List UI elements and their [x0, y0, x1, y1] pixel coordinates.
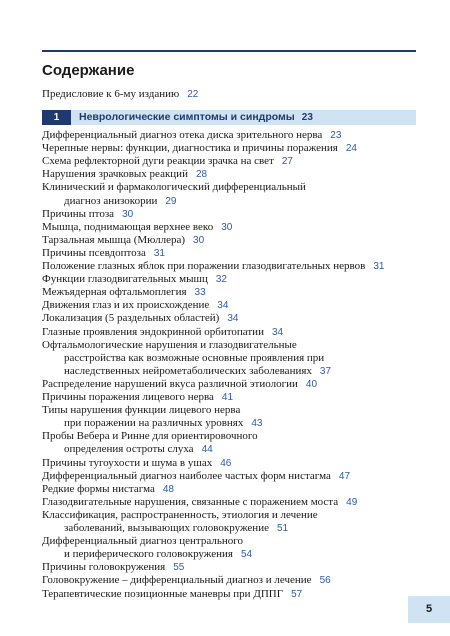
- toc-entry-text: Причины головокружения: [42, 561, 166, 574]
- toc-entry-text: Положение глазных яблок при поражении глазодвигательных нервов: [42, 260, 366, 272]
- toc-entry-text: Локализация (5 раздельных областей): [42, 312, 220, 325]
- top-rule: [42, 50, 416, 52]
- toc-entry[interactable]: [42, 221, 232, 234]
- toc-entry[interactable]: [42, 247, 165, 260]
- toc-entry-page: 31: [153, 247, 165, 259]
- toc-entry-text: Нарушения зрачковых реакций: [42, 168, 188, 181]
- toc-entry-page: 34: [227, 313, 239, 325]
- toc-entry[interactable]: [42, 168, 207, 181]
- toc-entry-text: Функции глазодвигательных мышц: [42, 273, 208, 286]
- toc-entry[interactable]: [42, 457, 231, 470]
- toc-entry-page: 40: [305, 378, 318, 390]
- toc-entry-text: и периферического головокружения: [64, 548, 233, 561]
- toc-entry[interactable]: [42, 299, 228, 312]
- chapter-title-wrap: [79, 110, 313, 125]
- toc-entry[interactable]: [42, 129, 341, 142]
- toc-entry-page: 34: [271, 326, 284, 338]
- toc-entry[interactable]: [42, 326, 283, 339]
- toc-entry-text: Причины поражения лицевого нерва: [42, 391, 214, 403]
- toc-entry[interactable]: [42, 181, 306, 194]
- toc-entry-page: 44: [201, 444, 213, 456]
- toc-entry-text: расстройства как возможные основные проявления при: [64, 351, 325, 364]
- toc-entry-page: 32: [215, 274, 227, 286]
- toc-entry-continuation[interactable]: [64, 522, 288, 535]
- toc-entry-text: Движения глаз и их происхождение: [42, 299, 210, 312]
- toc-entry-page: 57: [291, 588, 303, 600]
- toc-entry-text: заболеваний, вызывающих головокружение: [64, 522, 269, 534]
- toc-entry[interactable]: [42, 378, 317, 391]
- toc-entry-text: Распределение нарушений вкуса различной этиологии: [42, 377, 298, 390]
- toc-entry[interactable]: [42, 155, 293, 168]
- toc-entry[interactable]: [42, 273, 227, 286]
- toc-entry[interactable]: [42, 535, 243, 548]
- toc-entry-page: 33: [194, 287, 206, 299]
- toc-entry[interactable]: [42, 234, 204, 247]
- toc-entry-page: 23: [330, 130, 342, 141]
- preface-title: Предисловие к 6-му изданию: [42, 88, 180, 100]
- toc-entry-page: 29: [165, 195, 177, 207]
- toc-entry[interactable]: [42, 496, 357, 509]
- toc-entry-page: 51: [276, 523, 289, 534]
- toc-entry-text: Межъядерная офтальмоплегия: [42, 286, 187, 299]
- toc-entry-text: Дифференциальный диагноз отека диска зрительного нерва: [42, 129, 323, 141]
- toc-entry[interactable]: [42, 588, 302, 601]
- toc-entry-page: 41: [221, 392, 234, 403]
- toc-entry-text: наследственных нейрометаболических заболеваниях: [64, 364, 312, 377]
- toc-entry-page: 46: [220, 457, 232, 469]
- preface-page: 22: [187, 89, 199, 100]
- toc-entry-text: Клинический и фармакологический дифференциальный: [42, 181, 306, 194]
- toc-entry-text: Дифференциальный диагноз центрального: [42, 535, 243, 548]
- toc-entry-text: при поражении на различных уровнях: [64, 417, 244, 430]
- toc-entry-text: Тарзальная мышца (Мюллера): [42, 233, 186, 246]
- toc-entry-page: 30: [221, 221, 233, 233]
- toc-entry-page: 28: [195, 169, 208, 181]
- toc-entry[interactable]: [42, 483, 174, 496]
- toc-entry-text: Редкие формы нистагма: [42, 482, 155, 495]
- toc-entry[interactable]: [42, 574, 331, 587]
- toc-entry-text: Типы нарушения функции лицевого нерва: [42, 404, 241, 417]
- toc-entry-text: Причины птоза: [42, 207, 115, 220]
- toc-entry-page: 48: [162, 483, 174, 495]
- page-number: 5: [408, 596, 450, 623]
- toc-entry-page: 30: [193, 234, 205, 246]
- toc-entry-page: 31: [373, 261, 385, 272]
- toc-entry-continuation[interactable]: [64, 548, 252, 561]
- chapter-page: 23: [301, 112, 313, 123]
- toc-entry[interactable]: [42, 260, 384, 273]
- toc-entry-text: Черепные нервы: функции, диагностика и причины поражения: [42, 142, 338, 155]
- toc-entry-page: 27: [281, 156, 293, 168]
- toc-entry[interactable]: [42, 339, 297, 352]
- toc-entry[interactable]: [42, 430, 258, 443]
- toc-entry-page: 24: [345, 143, 357, 155]
- preface-entry[interactable]: [42, 88, 198, 101]
- toc-entry-continuation[interactable]: [64, 195, 176, 208]
- toc-entry-page: 55: [173, 562, 185, 574]
- toc-entry-continuation[interactable]: [64, 352, 324, 365]
- toc-entry-text: Причины псевдоптоза: [42, 246, 146, 259]
- toc-entry[interactable]: [42, 208, 133, 221]
- toc-entry-text: Классификация, распространенность, этиология и лечение: [42, 508, 318, 521]
- toc-entry-text: Глазодвигательные нарушения, связанные с поражением моста: [42, 495, 339, 508]
- chapter-title: Неврологические симптомы и синдромы: [79, 111, 295, 123]
- toc-entry-text: Терапевтические позиционные маневры при ДППГ: [42, 587, 284, 600]
- page-heading: Содержание: [42, 62, 135, 79]
- toc-entry-page: 34: [217, 300, 229, 312]
- toc-entry-text: Пробы Вебера и Ринне для ориентировочного: [42, 430, 258, 443]
- toc-entry-page: 43: [251, 418, 263, 430]
- toc-entry-continuation[interactable]: [64, 365, 331, 378]
- toc-entry-text: Схема рефлекторной дуги реакции зрачка на свет: [42, 155, 274, 168]
- chapter-number: 1: [42, 110, 71, 125]
- toc-entry-page: 47: [338, 470, 351, 482]
- toc-entry-page: 54: [240, 549, 253, 561]
- toc-entry[interactable]: [42, 509, 318, 522]
- toc-entry-text: Офтальмологические нарушения и глазодвигательные: [42, 338, 297, 351]
- toc-entry[interactable]: [42, 142, 357, 155]
- toc-entry-text: Причины тугоухости и шума в ушах: [42, 456, 213, 469]
- toc-entry-text: Головокружение – дифференциальный диагноз и лечение: [42, 574, 312, 587]
- chapter-heading[interactable]: [42, 110, 416, 125]
- toc-entry-text: Мышца, поднимающая верхнее веко: [42, 220, 214, 233]
- toc-entry-text: определения остроты слуха: [64, 443, 194, 456]
- toc-entry-page: 37: [319, 365, 332, 377]
- toc-entry[interactable]: [42, 391, 233, 404]
- toc-entry-page: 49: [346, 496, 358, 508]
- toc-entry-continuation[interactable]: [64, 417, 263, 430]
- toc-entry[interactable]: [42, 286, 206, 299]
- toc-entry-text: Глазные проявления эндокринной орбитопатии: [42, 325, 264, 338]
- toc-entry-continuation[interactable]: [64, 443, 213, 456]
- toc-entry-text: Дифференциальный диагноз наиболее частых форм нистагма: [42, 469, 331, 482]
- toc-entry[interactable]: [42, 561, 184, 574]
- toc-entry[interactable]: [42, 404, 240, 417]
- toc-entry[interactable]: [42, 312, 238, 325]
- toc-entry-page: 30: [122, 208, 134, 220]
- toc-entry-text: диагноз анизокории: [64, 194, 158, 207]
- toc-entry[interactable]: [42, 470, 350, 483]
- toc-entry-page: 56: [319, 575, 331, 587]
